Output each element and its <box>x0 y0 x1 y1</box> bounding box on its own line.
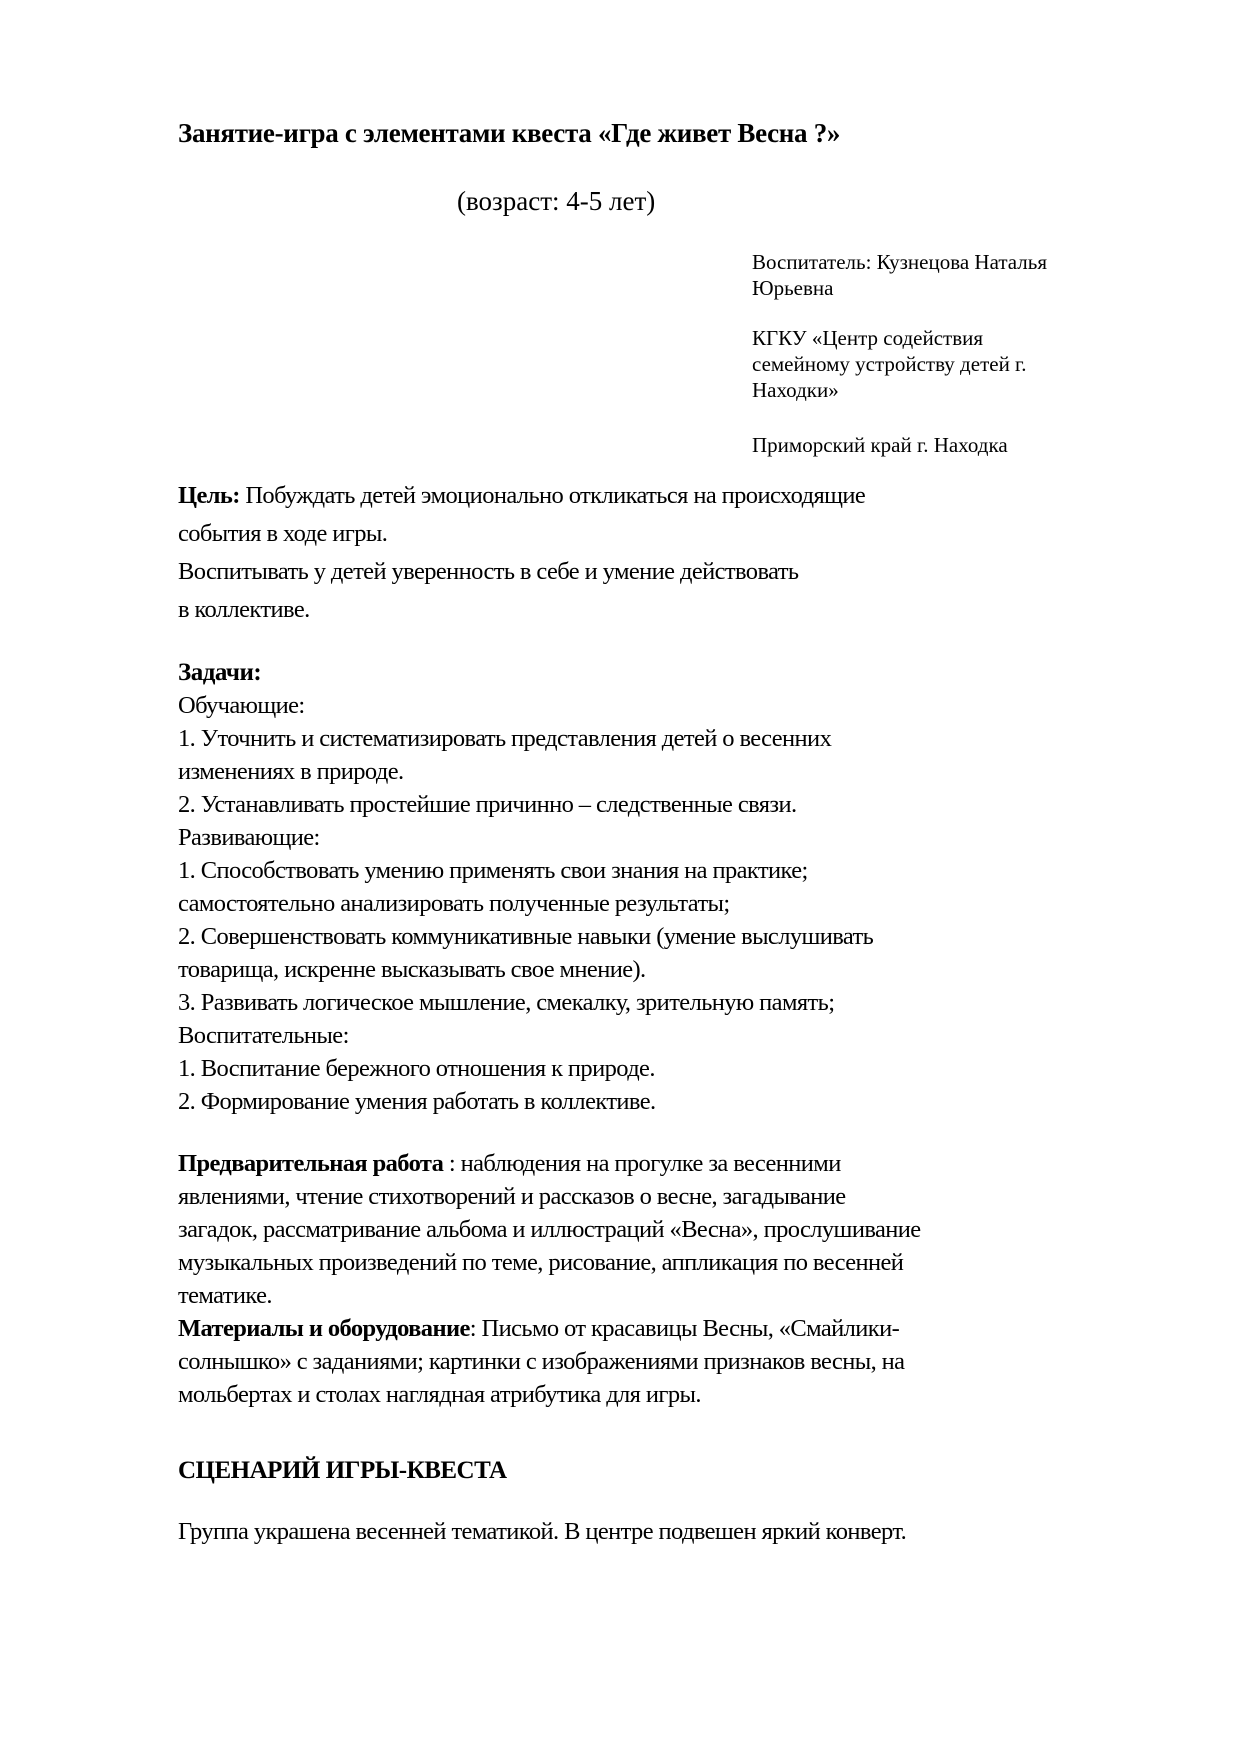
scenario-text: Группа украшена весенней тематикой. В центре подвешен яркий конверт. <box>178 1518 907 1545</box>
task-line: 2. Устанавливать простейшие причинно – следственные связи. <box>178 791 797 818</box>
materials-label: Материалы и оборудование <box>178 1315 470 1342</box>
scenario-heading: СЦЕНАРИЙ ИГРЫ-КВЕСТА <box>178 1457 507 1484</box>
task-line: Воспитательные: <box>178 1022 349 1049</box>
task-line: Развивающие: <box>178 824 320 851</box>
task-line: изменениях в природе. <box>178 758 404 785</box>
organization-line: семейному устройству детей г. <box>752 352 1027 376</box>
age-subtitle: (возраст: 4-5 лет) <box>457 186 656 216</box>
teacher-info <box>752 249 1047 301</box>
task-line: 2. Совершенствовать коммуникативные навыки (умение выслушивать <box>178 923 874 950</box>
teacher-line: Воспитатель: Кузнецова Наталья <box>752 250 1048 274</box>
preliminary-line: явлениями, чтение стихотворений и рассказов о весне, загадывание <box>178 1183 846 1210</box>
goal-line: Цель: Побуждать детей эмоционально откликаться на происходящие <box>178 482 866 509</box>
organization-line: КГКУ «Центр содействия <box>752 326 984 350</box>
organization-line: Находки» <box>752 378 839 402</box>
preliminary-line: тематике. <box>178 1282 272 1309</box>
task-line: 3. Развивать логическое мышление, смекалку, зрительную память; <box>178 989 835 1016</box>
tasks-heading: Задачи: <box>178 659 262 686</box>
task-line: самостоятельно анализировать полученные результаты; <box>178 890 730 917</box>
materials-line: мольбертах и столах наглядная атрибутика для игры. <box>178 1381 701 1408</box>
materials-line: Материалы и оборудование: Письмо от красавицы Весны, «Смайлики- <box>178 1315 900 1342</box>
task-line: товарища, искренне высказывать свое мнение). <box>178 956 646 983</box>
preliminary-label: Предварительная работа <box>178 1150 444 1177</box>
goal-label: Цель: <box>178 482 240 509</box>
preliminary-line: загадок, рассматривание альбома и иллюстраций «Весна», прослушивание <box>178 1216 921 1243</box>
task-line: 2. Формирование умения работать в коллективе. <box>178 1088 656 1115</box>
organization-info <box>752 325 1027 403</box>
materials-line: солнышко» с заданиями; картинки с изображениями признаков весны, на <box>178 1348 905 1375</box>
teacher-line: Юрьевна <box>752 276 834 300</box>
task-line: 1. Воспитание бережного отношения к природе. <box>178 1055 655 1082</box>
preliminary-line: Предварительная работа : наблюдения на прогулке за весенними <box>178 1150 841 1177</box>
location-info: Приморский край г. Находка <box>752 433 1008 457</box>
goal-line: события в ходе игры. <box>178 520 388 547</box>
preliminary-line: музыкальных произведений по теме, рисование, аппликация по весенней <box>178 1249 904 1276</box>
goal-line: в коллективе. <box>178 596 310 623</box>
task-line: 1. Уточнить и систематизировать представления детей о весенних <box>178 725 832 752</box>
task-line: 1. Способствовать умению применять свои знания на практике; <box>178 857 808 884</box>
document-title: Занятие-игра с элементами квеста «Где живет Весна ?» <box>178 118 841 148</box>
goal-line: Воспитывать у детей уверенность в себе и умение действовать <box>178 558 799 585</box>
task-line: Обучающие: <box>178 692 305 719</box>
